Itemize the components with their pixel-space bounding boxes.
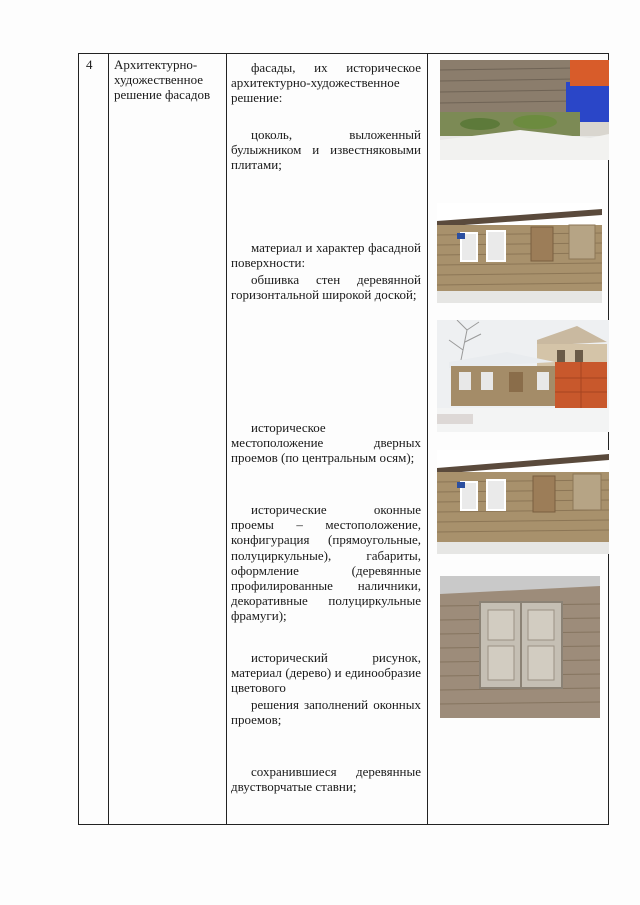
para-facades: фасады, их историческое архитектурно-художественное решение: <box>231 60 421 106</box>
para-pattern: исторический рисунок, материал (дерево) и единообразие цветового <box>231 650 421 696</box>
snowy-houses-photo <box>437 320 609 432</box>
column-divider-2 <box>226 53 227 825</box>
double-shutter-window-photo <box>440 576 600 718</box>
para-plinth: цоколь, выложенный булыжником и известняковыми плитами; <box>231 127 421 173</box>
table-left-border <box>78 53 79 825</box>
row-number: 4 <box>86 57 93 72</box>
table-right-border <box>608 53 609 825</box>
para-shutters: сохранившиеся деревянные двустворчатые ставни; <box>231 764 421 795</box>
criterion-title: Архитектурно-художественное решение фасадов <box>114 57 211 102</box>
para-fillings: решения заполнений оконных проемов; <box>231 697 421 728</box>
column-divider-3 <box>427 53 428 825</box>
para-door-openings: историческое местоположение дверных проемов (по центральным осям); <box>231 420 421 466</box>
table-bottom-border <box>78 824 609 825</box>
house-facade-photo-2 <box>437 450 609 554</box>
house-facade-photo <box>437 203 602 303</box>
para-window-openings: исторические оконные проемы – местоположение, конфигурация (прямоугольные, полуциркульные), габариты, оформление (деревянные профилированные наличники, декоративные полуциркульные фрамуги); <box>231 502 421 624</box>
para-material: материал и характер фасадной поверхности: <box>231 240 421 271</box>
table-top-border <box>78 53 609 54</box>
stone-plinth-photo <box>440 60 609 160</box>
column-divider-1 <box>108 53 109 825</box>
para-cladding: обшивка стен деревянной горизонтальной широкой доской; <box>231 272 421 303</box>
